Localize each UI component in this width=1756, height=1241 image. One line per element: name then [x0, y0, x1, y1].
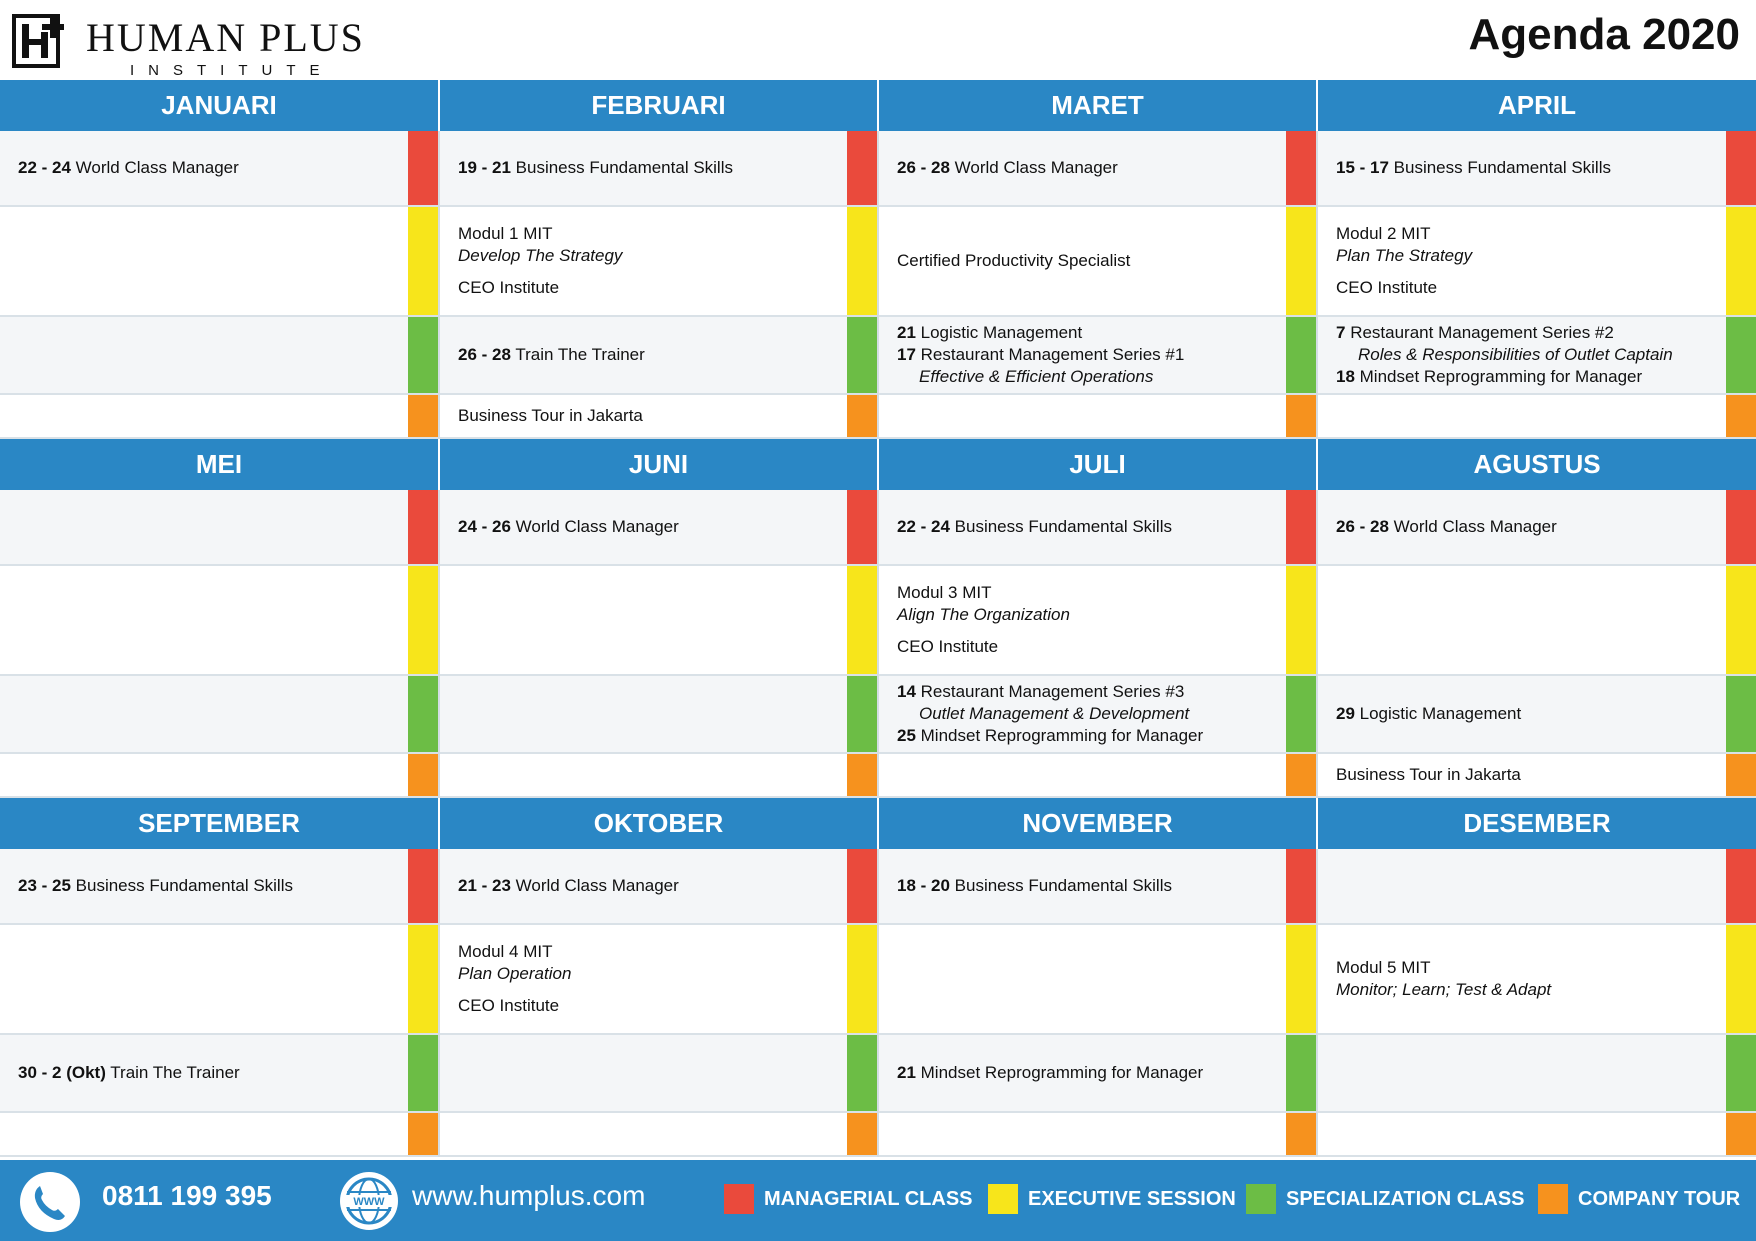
page-title: Agenda 2020 [1468, 10, 1740, 59]
category-color-bar [1726, 1035, 1756, 1111]
category-color-bar [1286, 131, 1316, 205]
event-date: 15 - 17 [1336, 158, 1389, 177]
event-cell [879, 1113, 1316, 1157]
event-subtitle: Align The Organization [897, 605, 1070, 624]
month-header-row [0, 798, 1756, 849]
event-date: 18 [1336, 367, 1355, 386]
event-cell [1318, 490, 1756, 566]
event-title: Business Fundamental Skills [949, 517, 1172, 536]
event-cell [1318, 207, 1756, 317]
event-title: Mindset Reprogramming for Manager [915, 726, 1204, 745]
category-color-bar [408, 676, 438, 752]
event-subtitle: Outlet Management & Development [919, 704, 1190, 723]
event-cell [879, 925, 1316, 1035]
event-title: Business Fundamental Skills [1388, 158, 1611, 177]
month-column-maret [879, 131, 1318, 439]
event-cell [1318, 754, 1756, 798]
event-title: World Class Manager [1388, 517, 1557, 536]
month-column-oktober [440, 849, 879, 1157]
event-cell [879, 490, 1316, 566]
category-color-bar [847, 490, 877, 564]
category-color-bar [1726, 207, 1756, 315]
event-cell [1318, 676, 1756, 754]
logo-subtitle: INSTITUTE [130, 62, 334, 79]
event-cell [0, 1113, 438, 1157]
category-color-bar [408, 131, 438, 205]
category-color-bar [408, 395, 438, 437]
category-color-bar [1286, 1035, 1316, 1111]
category-color-bar [847, 566, 877, 674]
category-color-bar [408, 207, 438, 315]
event-cell [1318, 925, 1756, 1035]
event-date: 14 [897, 682, 916, 701]
event-line [458, 157, 821, 179]
month-header-januari: JANUARI [0, 80, 440, 131]
event-cell [879, 754, 1316, 798]
event-title: Business Fundamental Skills [510, 158, 733, 177]
category-color-bar [1286, 490, 1316, 564]
event-line [897, 875, 1260, 897]
event-title: World Class Manager [949, 158, 1118, 177]
category-color-bar [408, 490, 438, 564]
human-plus-logo-icon [12, 10, 74, 68]
event-title: Business Fundamental Skills [70, 876, 293, 895]
event-date: 26 - 28 [1336, 517, 1389, 536]
event-line [18, 875, 382, 897]
event-cell [0, 207, 438, 317]
legend-label: SPECIALIZATION CLASS [1286, 1187, 1525, 1210]
event-line [1336, 703, 1700, 725]
event-date: 17 [897, 345, 916, 364]
category-color-bar [1726, 849, 1756, 923]
event-date: 29 [1336, 704, 1355, 723]
event-cell [0, 676, 438, 754]
event-subtitle: Plan Operation [458, 964, 572, 983]
event-line [1336, 344, 1700, 366]
footer [0, 1160, 1756, 1241]
event-cell [879, 131, 1316, 207]
event-cell [1318, 1113, 1756, 1157]
category-color-bar [408, 1035, 438, 1111]
website-link[interactable]: www.humplus.com [412, 1180, 646, 1211]
event-cell [1318, 566, 1756, 676]
logo-name: HUMAN PLUS [86, 15, 365, 60]
event-title: Logistic Management [1354, 704, 1522, 723]
event-cell [440, 395, 877, 439]
spacer [458, 267, 821, 277]
month-header-desember: DESEMBER [1463, 808, 1611, 838]
event-line [897, 157, 1260, 179]
event-title: World Class Manager [510, 517, 679, 536]
event-line [897, 344, 1260, 366]
event-title: World Class Manager [70, 158, 239, 177]
event-date: 23 - 25 [18, 876, 71, 895]
event-title: Restaurant Management Series #1 [915, 345, 1185, 364]
event-subtitle: Plan The Strategy [1336, 246, 1473, 265]
event-cell [440, 1113, 877, 1157]
category-color-bar [847, 1035, 877, 1111]
category-color-bar [1726, 1113, 1756, 1155]
category-color-bar [1726, 754, 1756, 796]
quarter-2 [0, 439, 1756, 798]
category-color-bar [1286, 849, 1316, 923]
event-title: World Class Manager [510, 876, 679, 895]
month-column-april [1318, 131, 1756, 439]
month-column-juni [440, 490, 879, 798]
legend-item [1246, 1184, 1525, 1214]
event-line [458, 941, 821, 963]
event-line [458, 516, 821, 538]
event-line [458, 245, 821, 267]
event-cell [440, 925, 877, 1035]
event-title: CEO Institute [458, 996, 560, 1015]
event-line [1336, 245, 1700, 267]
month-column-mei [0, 490, 440, 798]
event-cell [879, 566, 1316, 676]
category-color-bar [1286, 207, 1316, 315]
event-cell [0, 490, 438, 566]
event-cell [0, 317, 438, 395]
spacer [897, 626, 1260, 636]
event-cell [1318, 1035, 1756, 1113]
spacer [1336, 267, 1700, 277]
event-cell [440, 490, 877, 566]
event-title: Modul 5 MIT [1336, 958, 1431, 977]
category-color-bar [408, 317, 438, 393]
event-date: 22 - 24 [897, 517, 950, 536]
event-title: CEO Institute [897, 637, 999, 656]
event-line [897, 725, 1260, 747]
category-color-bar [408, 566, 438, 674]
event-cell [0, 566, 438, 676]
event-cell [0, 849, 438, 925]
event-title: Business Tour in Jakarta [1336, 765, 1521, 784]
event-cell [879, 849, 1316, 925]
event-cell [1318, 849, 1756, 925]
event-cell [440, 317, 877, 395]
category-color-bar [847, 395, 877, 437]
event-line [458, 963, 821, 985]
event-line [897, 582, 1260, 604]
legend-item [988, 1184, 1236, 1214]
event-cell [879, 676, 1316, 754]
event-title: Business Fundamental Skills [949, 876, 1172, 895]
legend-item [1538, 1184, 1740, 1214]
event-title: Mindset Reprogramming for Manager [915, 1063, 1204, 1082]
event-line [897, 681, 1260, 703]
category-color-bar [1286, 566, 1316, 674]
event-date: 21 - 23 [458, 876, 511, 895]
category-color-bar [1286, 925, 1316, 1033]
event-line [897, 1062, 1260, 1084]
category-color-bar [1286, 676, 1316, 752]
category-color-bar [847, 207, 877, 315]
event-line [458, 344, 821, 366]
logo [12, 10, 365, 79]
event-cell [1318, 317, 1756, 395]
event-subtitle: Develop The Strategy [458, 246, 623, 265]
event-cell [879, 1035, 1316, 1113]
event-title: Logistic Management [915, 323, 1083, 342]
event-line [458, 277, 821, 299]
event-line [1336, 322, 1700, 344]
event-line [458, 223, 821, 245]
event-date: 21 [897, 1063, 916, 1082]
event-line [1336, 223, 1700, 245]
event-subtitle: Effective & Efficient Operations [919, 367, 1154, 386]
legend-item [724, 1184, 973, 1214]
legend-swatch [988, 1184, 1018, 1214]
event-cell [440, 676, 877, 754]
month-column-februari [440, 131, 879, 439]
month-header-september: SEPTEMBER [0, 798, 440, 849]
event-cell [0, 1035, 438, 1113]
month-header-juli: JULI [879, 439, 1318, 490]
legend-label: EXECUTIVE SESSION [1028, 1187, 1236, 1210]
event-line [1336, 979, 1700, 1001]
event-cell [0, 754, 438, 798]
month-header-april: APRIL [1498, 90, 1576, 120]
event-line [897, 250, 1260, 272]
category-color-bar [847, 849, 877, 923]
event-title: Train The Trainer [105, 1063, 240, 1082]
event-subtitle: Roles & Responsibilities of Outlet Captain [1358, 345, 1673, 364]
month-header-row [0, 439, 1756, 490]
event-title: Modul 4 MIT [458, 942, 553, 961]
event-title: Mindset Reprogramming for Manager [1354, 367, 1643, 386]
event-cell [1318, 131, 1756, 207]
month-column-juli [879, 490, 1318, 798]
event-title: Modul 1 MIT [458, 224, 553, 243]
category-color-bar [1726, 317, 1756, 393]
event-line [18, 1062, 382, 1084]
event-date: 24 - 26 [458, 517, 511, 536]
quarter-1 [0, 80, 1756, 439]
category-color-bar [408, 754, 438, 796]
event-cell [440, 849, 877, 925]
category-color-bar [1726, 395, 1756, 437]
event-cell [1318, 395, 1756, 439]
month-column-desember [1318, 849, 1756, 1157]
event-line [1336, 277, 1700, 299]
category-color-bar [847, 925, 877, 1033]
spacer [458, 985, 821, 995]
category-color-bar [1726, 566, 1756, 674]
event-cell [440, 754, 877, 798]
month-header-juni: JUNI [440, 439, 879, 490]
event-date: 7 [1336, 323, 1346, 342]
event-line [458, 995, 821, 1017]
event-date: 30 - 2 (Okt) [18, 1063, 106, 1082]
globe-icon [340, 1172, 398, 1230]
event-line [458, 405, 821, 427]
event-cell [879, 207, 1316, 317]
category-color-bar [1286, 395, 1316, 437]
svg-text:WWW: WWW [353, 1196, 385, 1208]
event-cell [0, 131, 438, 207]
event-line [897, 636, 1260, 658]
event-title: CEO Institute [458, 278, 560, 297]
event-title: Modul 3 MIT [897, 583, 992, 602]
month-column-januari [0, 131, 440, 439]
category-color-bar [847, 754, 877, 796]
category-color-bar [847, 1113, 877, 1155]
month-header-agustus: AGUSTUS [1473, 449, 1601, 479]
category-color-bar [847, 131, 877, 205]
category-color-bar [408, 925, 438, 1033]
event-line [897, 703, 1260, 725]
category-color-bar [408, 1113, 438, 1155]
category-color-bar [1726, 490, 1756, 564]
event-title: Business Tour in Jakarta [458, 406, 643, 425]
event-cell [440, 131, 877, 207]
event-line [458, 875, 821, 897]
month-column-agustus [1318, 490, 1756, 798]
month-header-oktober: OKTOBER [440, 798, 879, 849]
month-column-september [0, 849, 440, 1157]
event-line [897, 604, 1260, 626]
event-title: Restaurant Management Series #2 [1345, 323, 1614, 342]
event-title: Certified Productivity Specialist [897, 251, 1131, 270]
event-title: CEO Institute [1336, 278, 1438, 297]
event-title: Restaurant Management Series #3 [915, 682, 1185, 701]
month-header-row [0, 80, 1756, 131]
category-color-bar [1286, 754, 1316, 796]
event-cell [879, 395, 1316, 439]
month-header-februari: FEBRUARI [440, 80, 879, 131]
event-date: 21 [897, 323, 916, 342]
event-date: 19 - 21 [458, 158, 511, 177]
event-date: 26 - 28 [458, 345, 511, 364]
category-color-bar [1726, 925, 1756, 1033]
month-header-november: NOVEMBER [879, 798, 1318, 849]
event-line [897, 366, 1260, 388]
event-subtitle: Monitor; Learn; Test & Adapt [1336, 980, 1552, 999]
event-date: 25 [897, 726, 916, 745]
event-cell [0, 925, 438, 1035]
agenda-grid [0, 80, 1756, 1157]
event-line [1336, 764, 1700, 786]
event-line [18, 157, 382, 179]
phone-number: 0811 199 395 [102, 1180, 272, 1211]
event-line [1336, 366, 1700, 388]
category-color-bar [1726, 131, 1756, 205]
legend-swatch [1538, 1184, 1568, 1214]
event-date: 26 - 28 [897, 158, 950, 177]
category-color-bar [847, 676, 877, 752]
event-cell [0, 395, 438, 439]
month-header-mei: MEI [0, 439, 440, 490]
category-color-bar [408, 849, 438, 923]
event-line [1336, 516, 1700, 538]
category-color-bar [847, 317, 877, 393]
event-line [897, 322, 1260, 344]
event-line [1336, 957, 1700, 979]
event-title: Train The Trainer [510, 345, 645, 364]
event-cell [440, 1035, 877, 1113]
month-column-november [879, 849, 1318, 1157]
phone-icon [20, 1172, 80, 1232]
category-color-bar [1726, 676, 1756, 752]
legend-swatch [1246, 1184, 1276, 1214]
month-header-maret: MARET [879, 80, 1318, 131]
legend-label: MANAGERIAL CLASS [764, 1187, 973, 1210]
event-line [897, 516, 1260, 538]
event-cell [440, 566, 877, 676]
legend-swatch [724, 1184, 754, 1214]
event-cell [879, 317, 1316, 395]
event-cell [440, 207, 877, 317]
event-line [1336, 157, 1700, 179]
category-color-bar [1286, 317, 1316, 393]
event-date: 18 - 20 [897, 876, 950, 895]
legend-label: COMPANY TOUR [1578, 1187, 1741, 1210]
event-title: Modul 2 MIT [1336, 224, 1431, 243]
event-date: 22 - 24 [18, 158, 71, 177]
category-color-bar [1286, 1113, 1316, 1155]
quarter-3 [0, 798, 1756, 1157]
